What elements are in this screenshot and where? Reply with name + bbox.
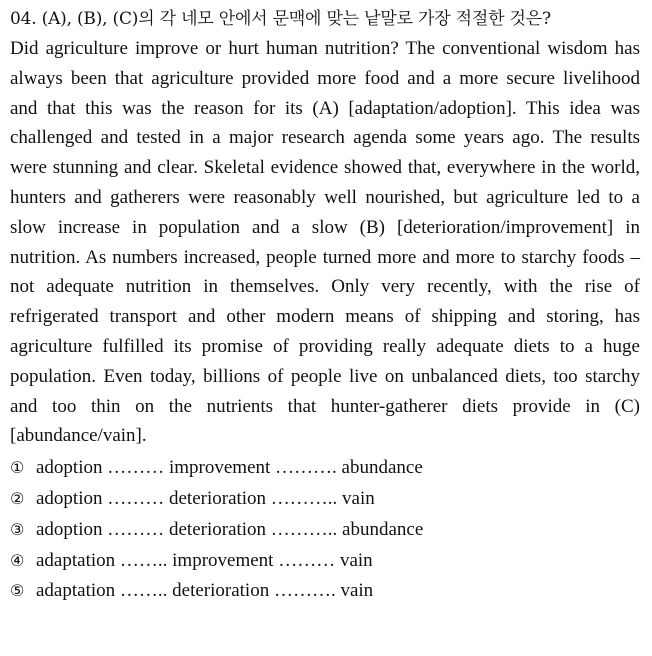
option-text: adoption ……… improvement ………. abundance [36, 457, 423, 479]
option-number: ② [10, 488, 25, 508]
answer-option-3[interactable] [10, 515, 640, 546]
option-number: ① [10, 458, 25, 478]
question-title: 04. (A), (B), (C)의 각 네모 안에서 문맥에 맞는 낱말로 가장 적절한 것은? [10, 9, 551, 29]
answer-option-2[interactable] [10, 484, 640, 515]
option-text: adoption ……… deterioration ……….. abundance [36, 518, 424, 540]
option-number: ③ [10, 519, 25, 539]
answer-option-4[interactable] [10, 546, 640, 577]
answer-options [10, 453, 640, 607]
answer-option-1[interactable] [10, 453, 640, 484]
option-number: ④ [10, 550, 25, 570]
passage-text: Did agriculture improve or hurt human nutrition? The conventional wisdom has always been that agriculture provided more food and a more secure livelihood and that this was the reason for its (A) [adaptation/adoption]. This idea was challenged and tested in a major research agenda some years ago. The results were stunning and clear. Skeletal evidence showed that, everywhere in the world, hunters and gatherers were reasonably well nourished, but agriculture led to a slow increase in population and a slow (B) [deterioration/improvement] in nutrition. As numbers increased, people turned more and more to starchy foods – not adequate nutrition in themselves. Only very recently, with the rise of refrigerated transport and other modern means of shipping and storing, has agriculture fulfilled its promise of providing really adequate diets to a huge population. Even today, billions of people live on unbalanced diets, too starchy and too thin on the nutrients that hunter-gatherer diets provide in (C) [abundance/vain]. [10, 38, 640, 447]
answer-option-5[interactable] [10, 576, 640, 607]
option-text: adaptation …….. deterioration ………. vain [36, 580, 374, 602]
option-number: ⑤ [10, 581, 25, 601]
option-text: adoption ……… deterioration ……….. vain [36, 487, 375, 509]
option-text: adaptation …….. improvement ……… vain [36, 549, 373, 571]
